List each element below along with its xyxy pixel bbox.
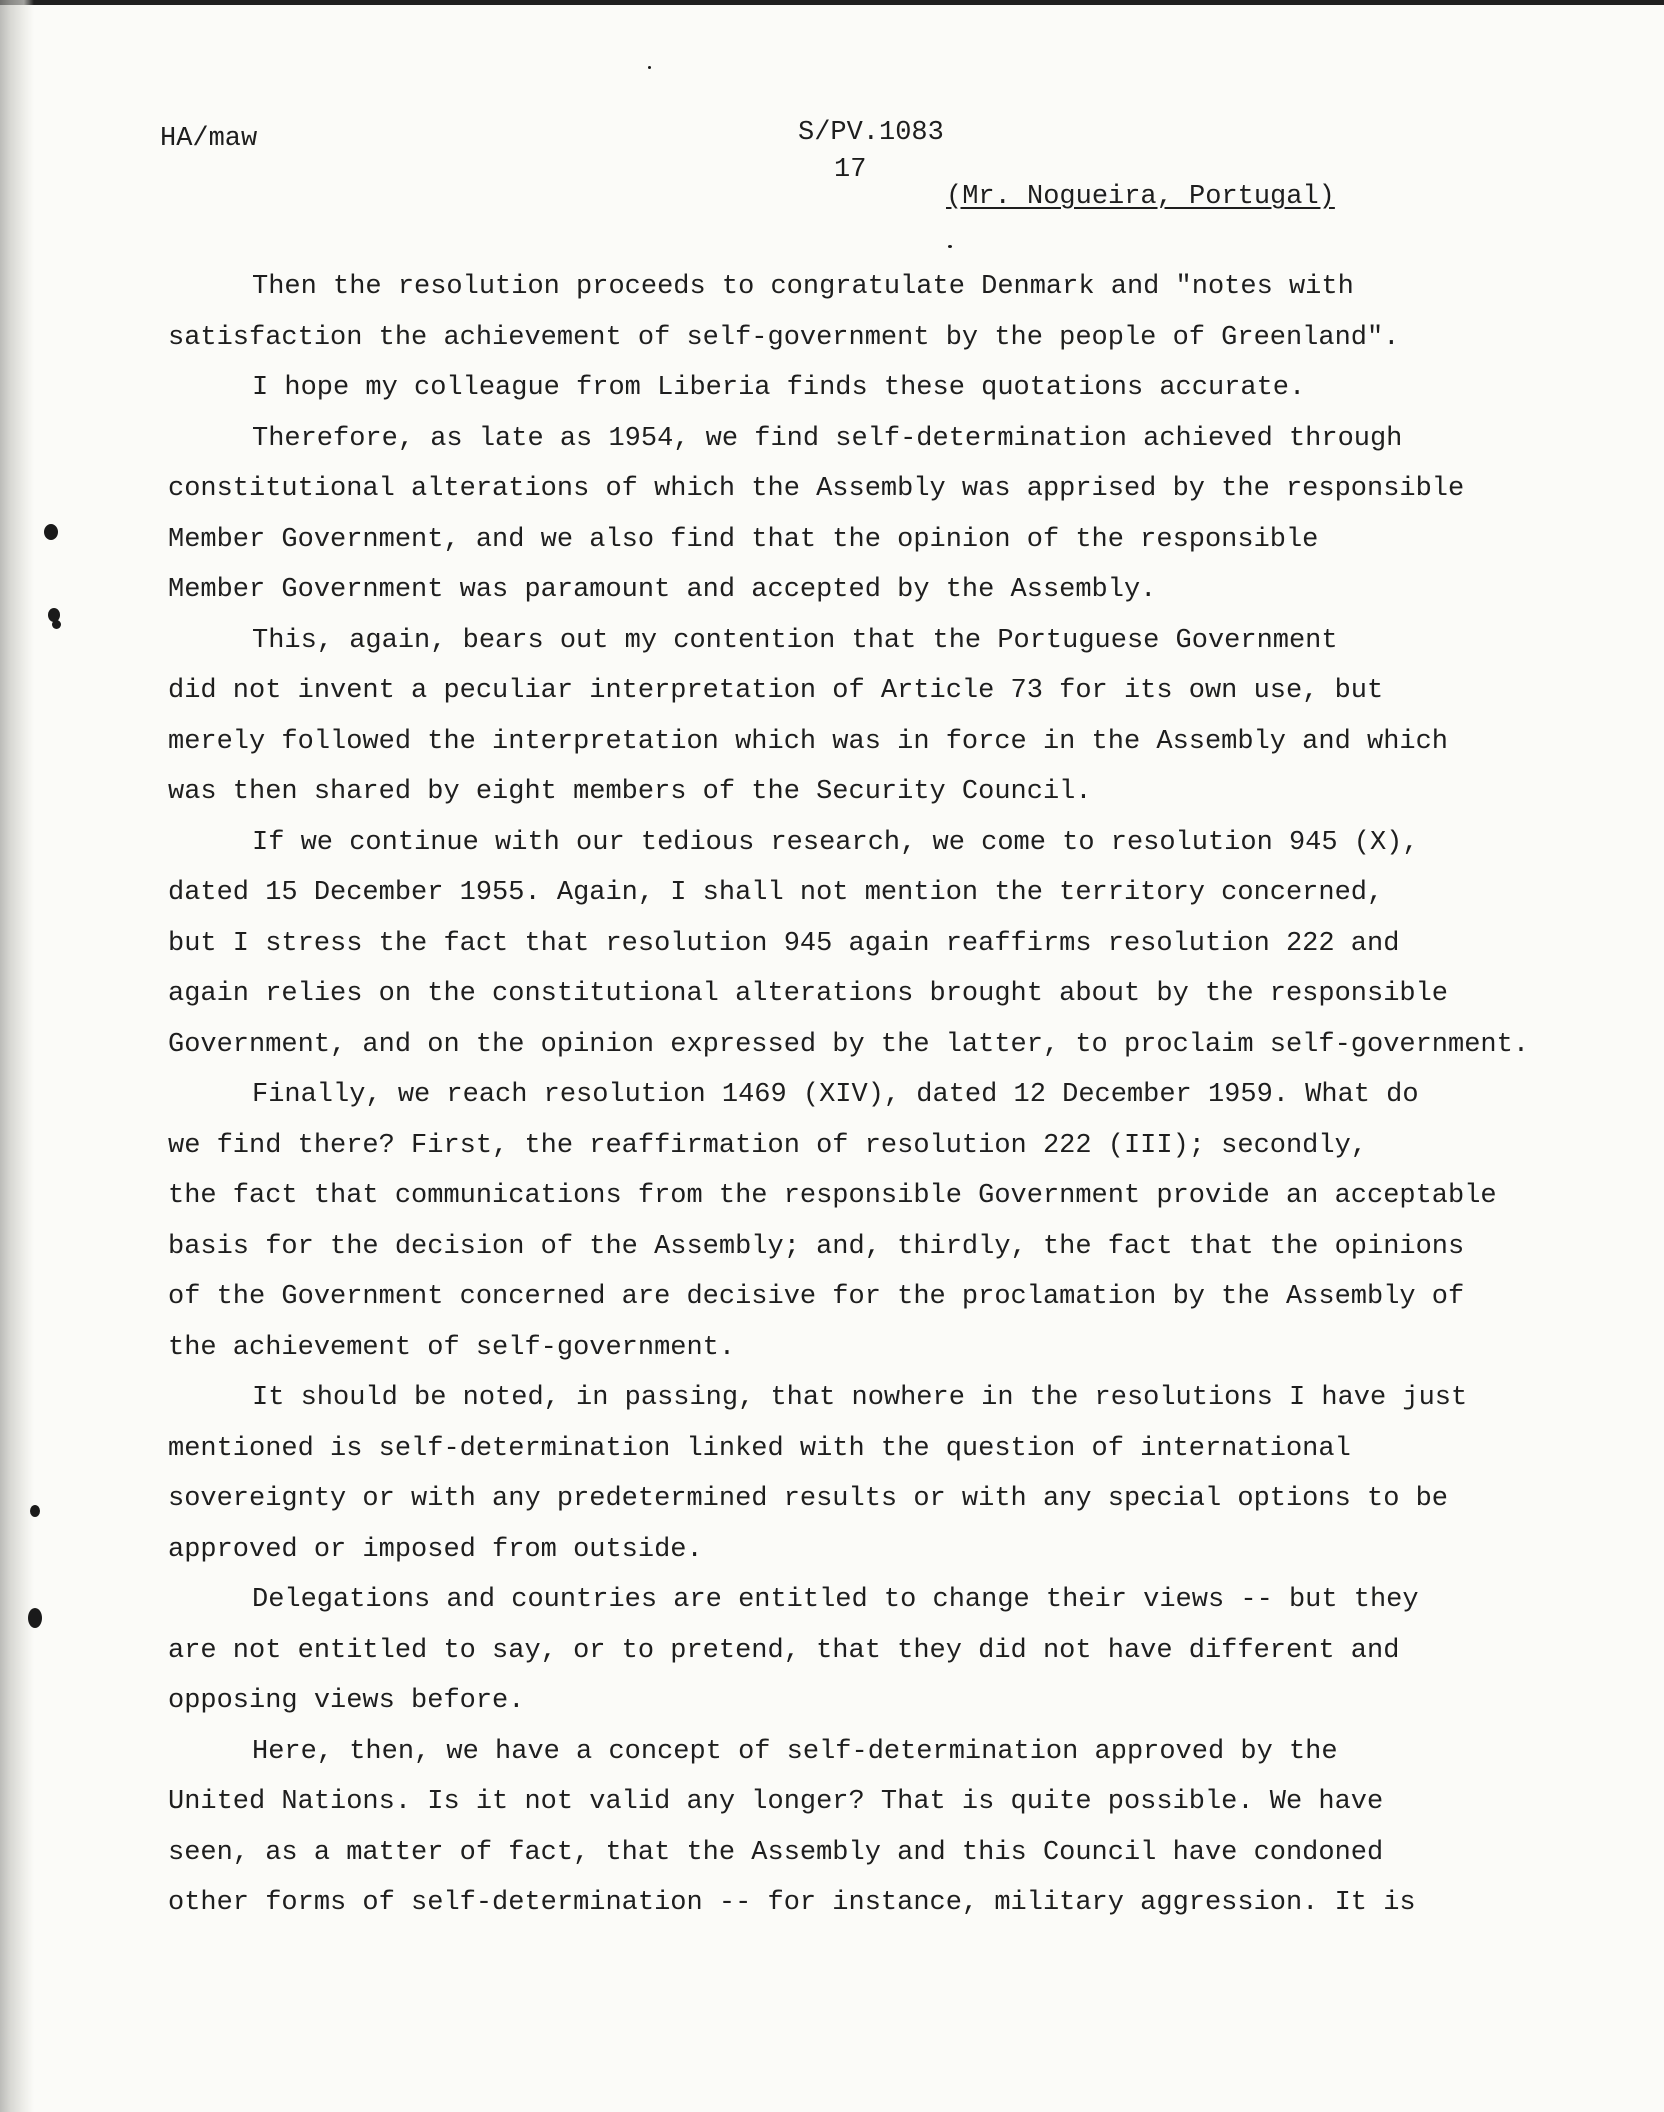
page-number: 17 — [834, 155, 867, 185]
text-line: merely followed the interpretation which was in force in the Assembly and which — [168, 726, 1449, 757]
text-line: mentioned is self-determination linked with the question of international — [168, 1433, 1351, 1464]
text-line: Member Government was paramount and accepted by the Assembly. — [168, 575, 1157, 605]
text-line: satisfaction the achievement of self-government by the people of Greenland". — [168, 322, 1400, 353]
text-line: Member Government, and we also find that the opinion of the responsible — [168, 524, 1319, 555]
text-line: but I stress the fact that resolution 945 again reaffirms resolution 222 and — [168, 928, 1400, 959]
text-line: other forms of self-determination -- for instance, military aggression. It is — [168, 1888, 1416, 1918]
scan-speck — [648, 66, 651, 69]
document-reference: HA/maw — [160, 124, 258, 154]
text-line: United Nations. Is it not valid any longer? That is quite possible. We have — [168, 1787, 1384, 1817]
scanned-left-edge — [0, 0, 34, 2112]
text-line: seen, as a matter of fact, that the Assembly and this Council have condoned — [168, 1837, 1384, 1868]
text-line: sovereignty or with any predetermined results or with any special options to be — [168, 1484, 1449, 1514]
text-line: This, again, bears out my contention that the Portuguese Government — [252, 625, 1338, 656]
scan-speck — [44, 524, 58, 540]
text-line: again relies on the constitutional alterations brought about by the responsible — [168, 979, 1449, 1009]
scan-speck — [52, 620, 61, 629]
speaker-attribution: (Mr. Nogueira, Portugal) — [946, 182, 1335, 212]
scan-speck — [948, 245, 952, 248]
text-line: It should be noted, in passing, that nowhere in the resolutions I have just — [252, 1383, 1468, 1413]
text-line: Delegations and countries are entitled to change their views -- but they — [252, 1585, 1419, 1615]
text-line: I hope my colleague from Liberia finds these quotations accurate. — [252, 373, 1306, 403]
text-line: of the Government concerned are decisive for the proclamation by the Assembly of — [168, 1282, 1465, 1312]
text-line: dated 15 December 1955. Again, I shall not mention the territory concerned, — [168, 878, 1384, 908]
text-line: the fact that communications from the responsible Government provide an acceptable — [168, 1181, 1497, 1211]
text-line: the achievement of self-government. — [168, 1332, 736, 1363]
scan-speck — [28, 1608, 42, 1628]
text-line: Here, then, we have a concept of self-determination approved by the — [252, 1736, 1338, 1767]
text-line: we find there? First, the reaffirmation of resolution 222 (III); secondly, — [168, 1130, 1367, 1161]
text-line: are not entitled to say, or to pretend, that they did not have different and — [168, 1635, 1400, 1666]
text-line: did not invent a peculiar interpretation of Article 73 for its own use, but — [168, 676, 1384, 706]
text-line: basis for the decision of the Assembly; and, thirdly, the fact that the opinions — [168, 1231, 1465, 1262]
text-line: was then shared by eight members of the Security Council. — [168, 777, 1092, 807]
text-line: Then the resolution proceeds to congratulate Denmark and "notes with — [252, 272, 1354, 302]
top-scan-rule — [0, 0, 1664, 5]
document-symbol: S/PV.1083 — [798, 118, 944, 148]
text-line: If we continue with our tedious research, we come to resolution 945 (X), — [252, 827, 1419, 858]
speech-body — [168, 262, 1588, 1929]
text-line: Finally, we reach resolution 1469 (XIV), dated 12 December 1959. What do — [252, 1080, 1419, 1110]
text-line: Therefore, as late as 1954, we find self-determination achieved through — [252, 423, 1403, 454]
text-line: approved or imposed from outside. — [168, 1534, 703, 1565]
text-line: constitutional alterations of which the Assembly was apprised by the responsible — [168, 474, 1465, 504]
text-line: Government, and on the opinion expressed by the latter, to proclaim self-government. — [168, 1029, 1530, 1060]
scan-speck — [30, 1505, 40, 1517]
text-line: opposing views before. — [168, 1686, 525, 1716]
